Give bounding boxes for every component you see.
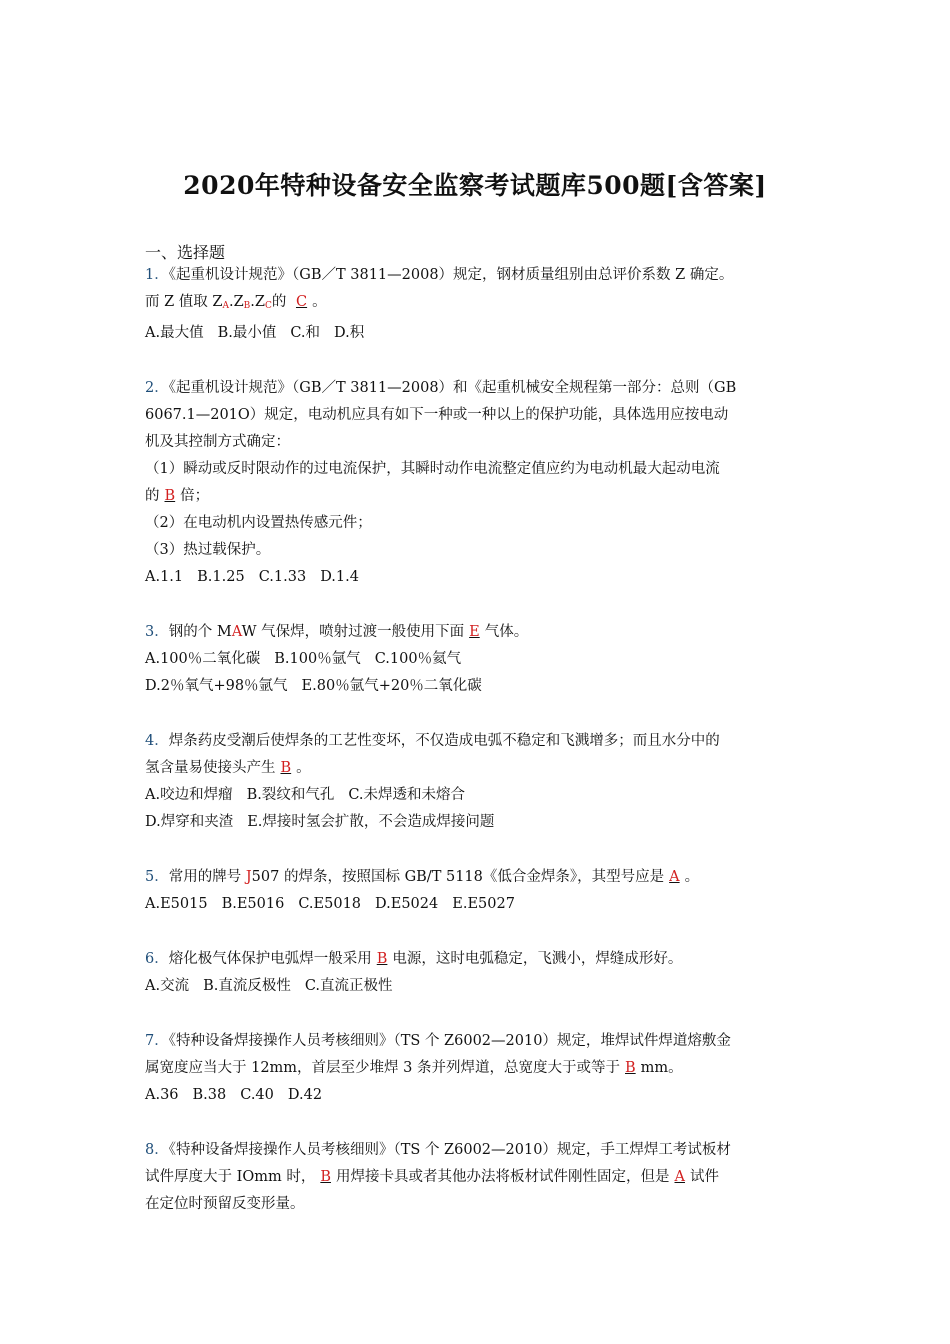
option: B.最小值	[217, 325, 277, 341]
question-text: （2）在电动机内设置热传感元件；	[145, 515, 372, 531]
question-number: 3．	[145, 624, 169, 640]
question-number: 1．	[145, 267, 169, 283]
question-stem: 试件	[689, 1169, 719, 1185]
question-stem: 。	[312, 294, 327, 310]
question-stem: .Z	[228, 294, 244, 310]
answer-blank: E	[469, 624, 480, 640]
section-heading: 一、选择题	[145, 243, 226, 262]
question-text	[145, 1028, 810, 1055]
option: D.积	[334, 325, 365, 341]
answer-blank: C	[295, 294, 308, 310]
option: D.1.4	[320, 569, 359, 585]
option: C.直流正极性	[304, 978, 393, 994]
question-number: 4．	[145, 733, 169, 749]
question-stem: 的	[271, 294, 287, 310]
option: A.36	[145, 1087, 179, 1103]
question-stem: 《起重机设计规范》（GB／T 3811—2008）规定，钢材质量组别由总评价系数 Z 确定。	[168, 267, 734, 283]
option: E.E5027	[452, 896, 515, 912]
answer-blank: B	[625, 1060, 636, 1076]
option: A.最大值	[145, 325, 204, 341]
question-text	[145, 375, 810, 402]
option: C.1.33	[258, 569, 307, 585]
question-stem: 钢的个 M	[168, 624, 232, 640]
options-row	[145, 891, 810, 918]
question-stem: 而 Z 值取 Z	[145, 294, 223, 310]
question-stem: 用焊接卡具或者其他办法将板材试件刚性固定，但是	[336, 1169, 670, 1185]
option: A.100％二氧化碳	[145, 651, 261, 667]
options-row	[145, 646, 810, 673]
question-stem: 《特种设备焊接操作人员考核细则》（TS 个 Z6002—2010）规定，手工焊焊工考试板材	[168, 1142, 731, 1158]
question-stem: 气体。	[484, 624, 529, 640]
options-row	[145, 782, 810, 809]
question-stem: 常用的牌号	[168, 869, 246, 885]
option: D.42	[287, 1087, 323, 1103]
options-row	[145, 320, 810, 347]
option: E.焊接时氢会扩散，不会造成焊接问题	[247, 814, 495, 830]
option: B.E5016	[221, 896, 285, 912]
question-stem: 属宽度应当大于 12mm，首层至少堆焊 3 条并列焊道，总宽度大于或等于	[145, 1060, 620, 1076]
option: B.直流反极性	[203, 978, 291, 994]
option: A.1.1	[145, 569, 184, 585]
subscript: A	[222, 301, 229, 311]
answer-blank: A	[674, 1169, 685, 1185]
options-row	[145, 809, 810, 836]
options-row	[145, 1082, 810, 1109]
option: C.和	[290, 325, 321, 341]
options-row	[145, 973, 810, 1000]
question-number: 7．	[145, 1033, 169, 1049]
question-text	[145, 483, 810, 510]
question-8	[145, 1137, 810, 1218]
answer-blank: B	[376, 951, 388, 967]
option: A.咬边和焊瘤	[145, 787, 233, 803]
question-stem: mm。	[640, 1060, 683, 1076]
answer-blank: A	[669, 869, 680, 885]
question-stem: .Z	[250, 294, 265, 310]
options-row	[145, 673, 810, 700]
question-number: 5．	[145, 869, 169, 885]
question-2	[145, 375, 810, 591]
option: E.80％氩气+20％二氧化碳	[301, 678, 482, 694]
option: A.E5015	[145, 896, 208, 912]
option: A.交流	[145, 978, 190, 994]
question-text: 6067.1—201O）规定，电动机应具有如下一种或一种以上的保护功能，具体选用应按电动	[145, 407, 729, 423]
question-4	[145, 728, 810, 836]
answer-blank: B	[164, 488, 176, 504]
question-stem: W 气保焊，喷射过渡一般使用下面	[241, 624, 465, 640]
question-text	[145, 728, 810, 755]
question-1	[145, 262, 810, 347]
question-stem: 的	[145, 488, 160, 504]
question-5	[145, 864, 810, 918]
option: C.40	[240, 1087, 274, 1103]
question-stem: J	[245, 869, 252, 885]
question-stem: 《特种设备焊接操作人员考核细则》（TS 个 Z6002—2010）规定，堆焊试件焊道熔敷金	[168, 1033, 731, 1049]
option: C.100％氦气	[374, 651, 462, 667]
page-title: 2020年特种设备安全监察考试题库500题[含答案]	[183, 171, 767, 200]
option: D.焊穿和夹渣	[145, 814, 234, 830]
subscript: B	[243, 301, 251, 311]
option: D.2％氧气+98％氩气	[145, 678, 288, 694]
question-text	[145, 289, 810, 320]
option: B.1.25	[197, 569, 245, 585]
question-number: 8．	[145, 1142, 169, 1158]
question-3	[145, 619, 810, 700]
question-text	[145, 864, 810, 891]
question-text: 在定位时预留反变形量。	[145, 1196, 305, 1212]
question-stem: 电源，这时电弧稳定，飞溅小，焊缝成形好。	[392, 951, 683, 967]
question-6	[145, 946, 810, 1000]
option: C.未焊透和未熔合	[348, 787, 466, 803]
question-text	[145, 1137, 810, 1164]
answer-blank: B	[320, 1169, 331, 1185]
question-stem: 。	[684, 869, 700, 885]
question-stem: 熔化极气体保护电弧焊一般采用	[168, 951, 372, 967]
option: B.38	[192, 1087, 227, 1103]
question-text	[145, 1055, 810, 1082]
option: C.E5018	[298, 896, 362, 912]
question-7	[145, 1028, 810, 1109]
question-stem: 507 的焊条，按照国标 GB/T 5118《低合金焊条》，其型号应是	[251, 869, 665, 885]
question-text: 机及其控制方式确定：	[145, 434, 290, 450]
option: D.E5024	[375, 896, 439, 912]
question-number: 2．	[145, 380, 169, 396]
question-stem: 。	[296, 760, 311, 776]
question-text: （3）热过载保护。	[145, 542, 271, 558]
question-text	[145, 262, 810, 289]
answer-blank: B	[280, 760, 292, 776]
question-stem: A	[231, 624, 242, 640]
question-number: 6．	[145, 951, 169, 967]
question-stem: 试件厚度大于 IOmm 时，	[145, 1169, 316, 1185]
options-row	[145, 564, 810, 591]
question-stem: 《起重机设计规范》（GB／T 3811—2008）和《起重机械安全规程第一部分：总则（GB	[168, 380, 737, 396]
option: B.100％氩气	[274, 651, 361, 667]
option: B.裂纹和气孔	[246, 787, 335, 803]
question-text	[145, 619, 810, 646]
question-text: （1）瞬动或反时限动作的过电流保护，其瞬时动作电流整定值应约为电动机最大起动电流	[145, 461, 720, 477]
subscript: C	[264, 301, 272, 311]
question-text	[145, 1164, 810, 1191]
question-stem: 焊条药皮受潮后使焊条的工艺性变坏，不仅造成电弧不稳定和飞溅增多；而且水分中的	[168, 733, 720, 749]
question-text	[145, 755, 810, 782]
question-stem: 氢含量易使接头产生	[145, 760, 276, 776]
question-list	[145, 262, 810, 1246]
question-stem: 倍；	[180, 488, 210, 504]
question-text	[145, 946, 810, 973]
